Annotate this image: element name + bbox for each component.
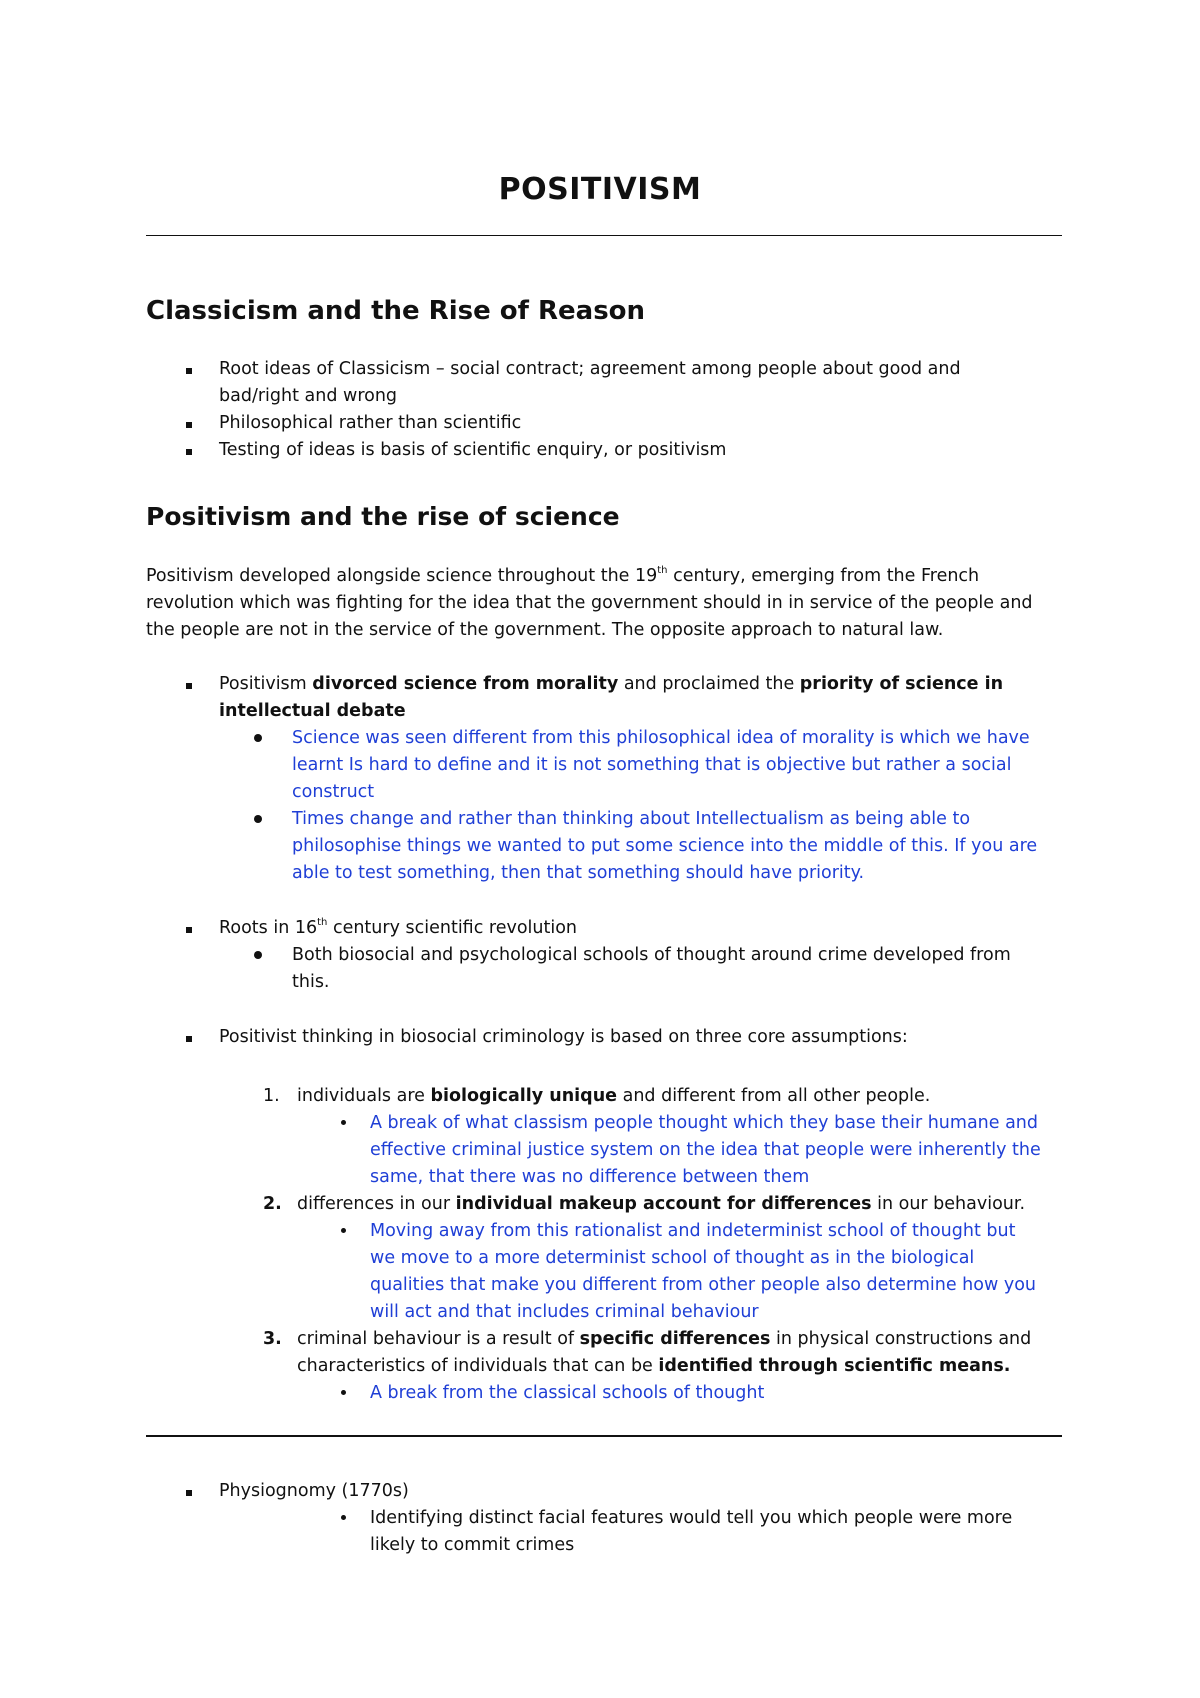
bullet-dot-icon <box>254 734 262 742</box>
note-1-line-2: effective criminal justice system on the idea that people were inherently the <box>370 1140 1041 1160</box>
bullet-square-icon <box>186 1490 192 1496</box>
numbered-item-1: individuals are biologically unique and different from all other people. <box>297 1086 931 1106</box>
note-2-line-4: will act and that includes criminal behaviour <box>370 1302 759 1322</box>
section-divider <box>146 1435 1062 1437</box>
bullet-square-icon <box>186 1036 192 1042</box>
note-times-line-3: able to test something, then that something should have priority. <box>292 863 865 883</box>
bullet-small-dot-icon <box>341 1390 346 1395</box>
list-number-3: 3. <box>263 1329 282 1349</box>
note-science-line-1: Science was seen different from this philosophical idea of morality is which we have <box>292 728 1030 748</box>
list-item-testing: Testing of ideas is basis of scientific enquiry, or positivism <box>219 440 727 460</box>
note-1-line-3: same, that there was no difference between them <box>370 1167 810 1187</box>
bullet-square-icon <box>186 368 192 374</box>
note-times-line-1: Times change and rather than thinking about Intellectualism as being able to <box>292 809 971 829</box>
bullet-square-icon <box>186 449 192 455</box>
title-divider <box>146 235 1062 236</box>
paragraph-line-2: revolution which was fighting for the idea that the government should in in service of the people and <box>146 593 1033 613</box>
list-item-divorced-science: Positivism divorced science from morality and proclaimed the priority of science in <box>219 674 1004 694</box>
paragraph-line-1: Positivism developed alongside science throughout the 19th century, emerging from the French <box>146 565 980 586</box>
bullet-small-dot-icon <box>341 1120 346 1125</box>
list-item-root-ideas: Root ideas of Classicism – social contract; agreement among people about good and <box>219 359 961 379</box>
list-item-root-ideas-cont: bad/right and wrong <box>219 386 398 406</box>
list-item-physiognomy: Physiognomy (1770s) <box>219 1481 409 1501</box>
list-item-divorced-science-cont: intellectual debate <box>219 701 406 721</box>
bullet-small-dot-icon <box>341 1515 346 1520</box>
bullet-square-icon <box>186 683 192 689</box>
note-2-line-3: qualities that make you different from other people also determine how you <box>370 1275 1037 1295</box>
list-item-philosophical: Philosophical rather than scientific <box>219 413 522 433</box>
bullet-dot-icon <box>254 951 262 959</box>
bullet-small-dot-icon <box>341 1228 346 1233</box>
list-number-1: 1. <box>263 1086 280 1106</box>
list-item-roots: Roots in 16th century scientific revolution <box>219 917 578 938</box>
bullet-square-icon <box>186 422 192 428</box>
bullet-square-icon <box>186 927 192 933</box>
numbered-item-3-line-1: criminal behaviour is a result of specific differences in physical constructions and <box>297 1329 1032 1349</box>
paragraph-line-3: the people are not in the service of the government. The opposite approach to natural law. <box>146 620 944 640</box>
note-science-line-2: learnt Is hard to define and it is not something that is objective but rather a social <box>292 755 1012 775</box>
list-number-2: 2. <box>263 1194 282 1214</box>
list-item-positivist-thinking: Positivist thinking in biosocial criminology is based on three core assumptions: <box>219 1027 908 1047</box>
section-heading-positivism: Positivism and the rise of science <box>146 502 620 531</box>
list-item-both-line-1: Both biosocial and psychological schools of thought around crime developed from <box>292 945 1011 965</box>
note-2-line-2: we move to a more determinist school of thought as in the biological <box>370 1248 975 1268</box>
list-item-facial-line-1: Identifying distinct facial features would tell you which people were more <box>370 1508 1013 1528</box>
section-heading-classicism: Classicism and the Rise of Reason <box>146 296 646 326</box>
note-times-line-2: philosophise things we wanted to put some science into the middle of this. If you are <box>292 836 1038 856</box>
numbered-item-2: differences in our individual makeup account for differences in our behaviour. <box>297 1194 1026 1214</box>
note-science-line-3: construct <box>292 782 375 802</box>
document-title: POSITIVISM <box>498 172 702 207</box>
note-1-line-1: A break of what classism people thought which they base their humane and <box>370 1113 1039 1133</box>
numbered-item-3-line-2: characteristics of individuals that can be identified through scientific means. <box>297 1356 1011 1376</box>
bullet-dot-icon <box>254 815 262 823</box>
note-3-line-1: A break from the classical schools of thought <box>370 1383 765 1403</box>
list-item-facial-line-2: likely to commit crimes <box>370 1535 575 1555</box>
note-2-line-1: Moving away from this rationalist and indeterminist school of thought but <box>370 1221 1016 1241</box>
list-item-both-line-2: this. <box>292 972 330 992</box>
